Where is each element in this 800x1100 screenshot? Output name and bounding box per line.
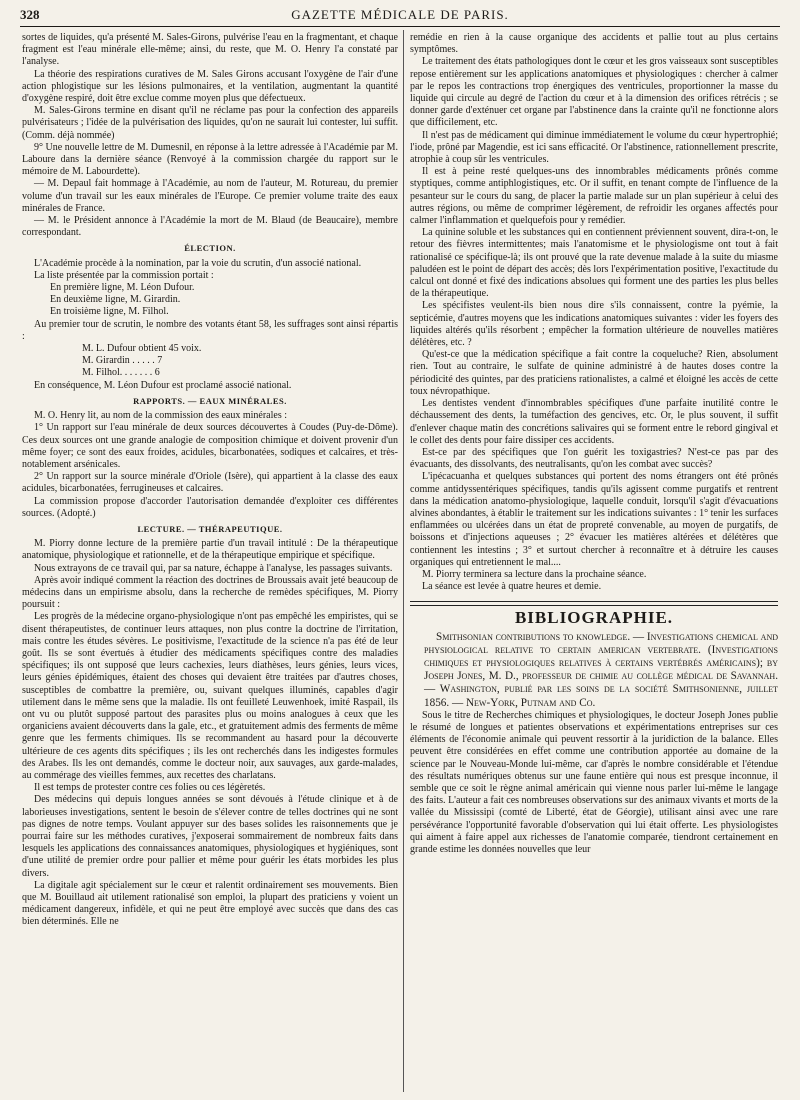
list-item: En première ligne, M. Léon Dufour. [50,282,195,294]
paragraph: — M. Depaul fait hommage à l'Académie, au nom de l'auteur, M. Rotureau, du premier volume d'un travail sur les eaux minérales de l'Europe. Ce premier volume traite des eaux minérales de France. [22,178,398,214]
paragraph: M. O. Henry lit, au nom de la commission des eaux minérales : [34,410,288,422]
paragraph: L'Académie procède à la nomination, par la voie du scrutin, d'un associé national. [34,257,362,269]
paragraph: — M. le Président annonce à l'Académie la mort de M. Blaud (de Beaucaire), membre correspondant. [22,215,398,239]
paragraph: La théorie des respirations curatives de M. Sales Girons accusant l'oxygène de l'air d'une action phlogistique sur les lésions pulmonaires, et la ventilation, augmentant la quantité d'oxygène respiré, doit être exclue comme moyen plus que défectueux. [22,68,398,105]
paragraph: Nous extrayons de ce travail qui, par sa nature, échappe à l'analyse, les passages suivants. [34,562,393,574]
paragraph: La liste présentée par la commission portait : [34,269,214,281]
paragraph: M. Sales-Girons termine en disant qu'il ne réclame pas pour la confection des appareils pulvérisateurs ; l'idée de la pulvérisation des liquides, qu'on ne saurait lui contester, lui suffit. (Comm. déjà nommée) [22,105,398,141]
paragraph: Il est à peine resté quelques-uns des innombrables médicaments prônés comme styptiques, comme antiphlogistiques, etc. Or il suffit, en tenant compte de l'influence de la pesanteur sur le cours du sang, de placer la partie malade sur un plan supérieur à celui des autres régions, ou même de comprimer légèrement, de refroidir les organes affectés pour calmer l'inflammation et quelquefois pour y remédier. [410,166,778,227]
page-number: 328 [20,7,40,22]
paragraph: Il est temps de protester contre ces folies ou ces légèretés. [34,782,266,794]
list-item: En troisième ligne, M. Filhol. [50,306,169,318]
vote-line: M. L. Dufour obtient 45 voix. [82,343,202,355]
paragraph: 2° Un rapport sur la source minérale d'Oriole (Isère), qui appartient à la classe des eaux acidules, bicarbonatées, ferrugineuses et calcaires. [22,471,398,495]
vote-line: M. Filhol. . . . . . . 6 [82,367,160,379]
paragraph: Les dentistes vendent d'innombrables spécifiques d'une parfaite inutilité contre le déchaussement des dents, la tuméfaction des gencives, etc. Or, le plus souvent, il suffit d'enlever chaque matin des concrétions salivaires qui se forment entre le rebord gingival et le collet des dents pour faire dissiper ces accidents. [410,398,778,446]
paragraph: En conséquence, M. Léon Dufour est proclamé associé national. [34,379,292,391]
paragraph: Après avoir indiqué comment la réaction des doctrines de Broussais avait jeté beaucoup de médecins dans un empirisme absolu, dans la recherche de remèdes spécifiques, M. Piorry poursuit : [22,574,398,611]
paragraph: Qu'est-ce que la médication spécifique a fait contre la coqueluche? Rien, absolument rien. Tout au contraire, le sulfate de quinine administré à de hautes doses contre la périodicité des quintes, par des praticiens rationalistes, a calmé et éloigné les accès de cette toux névropathique. [410,349,778,397]
paragraph: La commission propose d'accorder l'autorisation demandée d'exploiter ces différentes sources. (Adopté.) [22,495,398,519]
paragraph: M. Piorry terminera sa lecture dans la prochaine séance. [422,568,647,580]
paragraph: Les progrès de la médecine organo-physiologique n'ont pas empêché les empiristes, qui se disent thérapeutistes, de continuer leurs attaques, non plus contre la doctrine de l'irritation, mais contre les études sévères. Le positivisme, l'exactitude de la science n'a pas été de leur goût. Ils se sont évertués à étudier des médicaments spécifiques contre des maladies spécifiques; ils ont supposé que leurs cachexies, leurs diathèses, leurs génies, leurs vices, leurs génies épidémiques, étaient des choses qui devaient être traitées par d'autres choses, susceptibles de combattre la première, ou, suivant quelques illuminés, capables d'agir utilement dans le même sens que la maladie. Ils ont feuilleté Leuwenhoek, imité Raspail, ils ont vu ou plutôt supposé partout des parasites plus ou moins analogues à ceux que les organiciens avaient découverts dans la gale, etc., et gratuitement admis des ferments de même genre que les ferments chimiques. Ils se recommandent au hasard pour la découverte ultérieure de ces agents dits spécifiques ; ils les ont recherchés dans les indigestes formules des Arabes. Ils les ont demandés, comme le docteur noir, aux sauvages, aux garde-malades, au commérage des vieilles femmes, aux recettes des charlatans. [22,611,398,781]
section-rule [410,601,778,606]
paragraph: sortes de liquides, qu'a présenté M. Sales-Girons, pulvérise l'eau en la fragmentant, et chaque fragment est l'eau minérale elle-même; ainsi, du reste, que M. O. Henry l'a constaté par l'analyse. [22,32,398,68]
paragraph: Les spécifistes veulent-ils bien nous dire s'ils connaissent, contre la pyémie, la septicémie, d'autres moyens que les indications anatomiques suivantes : vider les foyers des liquides altérés qu'ils résorbent ; empêcher la formation ultérieure de nouvelles matières délétères, etc. ? [410,300,778,349]
bibliography-title: BIBLIOGRAPHIE. [514,608,674,628]
paragraph: Sous le titre de Recherches chimiques et physiologiques, le docteur Joseph Jones publie le résumé de longues et patientes observations et expérimentations entreprises sur ces éléments de l'économie animale qui peuvent ressortir à la juridiction de la balance. Elles peuvent être considérées en effet comme une contribution apportée au domaine de la science par le Nouveau-Monde lui-même, car d'après le nombre considérable et l'étendue des résultats numériques obtenus sur une faune entière qui nous est presque inconnue, il semble que ce soit le règne animal américain qui vienne nous parler lui-même le langage des faits. L'auteur a fait ces nombreuses observations sur des animaux vivants et morts de la vallée du Mississipi (comté de Liberté, état de Géorgie), utilisant ainsi avec une rare persévérance l'opportunité favorable d'observation qui lui était offerte. Les physiologistes qui aiment à faire appel aux richesses de l'anatomie comparée, tiendront certainement en grande estime les données nouvelles que leur [410,709,778,855]
section-heading: RAPPORTS. — EAUX MINÉRALES. [133,395,287,406]
paragraph: 1° Un rapport sur l'eau minérale de deux sources découvertes à Coudes (Puy-de-Dôme). Ces deux sources ont une grande analogie de composition chimique et doivent provenir d'un même foyer; ce sont des eaux froides, acidules, bicarbonatées, sodiques et calcaires, et très-notablement arsénicales. [22,422,398,470]
paragraph: Est-ce par des spécifiques que l'on guérit les toxigastries? N'est-ce pas par des évacuants, des dissolvants, des neutralisants, qu'on les combat avec succès? [410,446,778,471]
right-column [410,32,778,856]
bibliography-entry: Smithsonian contributions to knowledge. — Investigations chemical and physiological relative to certain american vertebrate. (Investigations chimiques et physiologiques relatives à certains vertébrés américains); by Joseph Jones, M. D., professeur de chimie au collège médical de Savannah. — Washington, publié par les soins de la société Smithsonienne, juillet 1856. — New-York, Putnam and Co. [424,630,779,709]
column-divider [403,30,404,1092]
paragraph: Des médecins qui depuis longues années se sont dévoués à l'étude clinique et à de laborieuses investigations, sentent le besoin de s'élever contre de telles doctrines qui ne sont pas dignes de notre temps. Voulant appuyer sur des bases solides les raisonnements que je pourrai faire sur les méthodes curatives, j'exposerai sommairement de nombreux faits dans lesquels les applications des connaissances anatomiques, physiologiques et hygiéniques, sont d'une utilité de premier ordre pour pallier et même pour guérir les états morbides les plus divers. [22,794,398,879]
section-heading: ÉLECTION. [184,243,236,254]
paragraph: Il n'est pas de médicament qui diminue immédiatement le volume du cœur hypertrophié; l'iode, prôné par Magendie, est ici sans efficacité. Or l'abstinence, rationnellement prescrite, atrophie à coup sûr les ventricules. [410,129,778,166]
running-header [20,6,780,27]
paragraph: Au premier tour de scrutin, le nombre des votants étant 58, les suffrages sont ainsi répartis : [22,318,398,342]
section-heading: LECTURE. — THÉRAPEUTIQUE. [137,523,283,534]
vote-line: M. Girardin . . . . . 7 [82,355,163,367]
paragraph: M. Piorry donne lecture de la première partie d'un travail intitulé : De la thérapeutique anatomique, physiologique et rationnelle, et de la thérapeutique empirique et spécifique. [22,538,398,562]
paragraph: La séance est levée à quatre heures et demie. [422,581,602,593]
paragraph: La quinine soluble et les substances qui en contiennent préviennent souvent, dira-t-on, le retour des fièvres intermittentes; mais l'anatomisme et le physiologisme ont tout à fait rationalisé ce spécifique-là; ils ont prouvé que la rate devenue malade à la suite du miasme paludéen est le point de départ des accès; dès lors l'expérimentation positive, l'exactitude du calcul ont donné et fixé des indications absolues qui forment une des parties les plus belles de la thérapeutique. [410,227,778,300]
list-item: En deuxième ligne, M. Girardin. [50,294,181,306]
paragraph: remédie en rien à la cause organique des accidents et pallie tout au plus certains symptômes. [410,32,778,56]
paragraph: Le traitement des états pathologiques dont le cœur et les gros vaisseaux sont susceptibles repose entièrement sur les applications anatomiques et physiologiques : chercher à calmer par le repos les contractions trop énergiques des ventricules, proportionner la masse du liquide qui circule au degré de l'action du cœur et à la dimension des orifices rétrécis ; se donner garde d'exténuer cet organe par l'abstinence dans la crainte qu'il ne fonctionne alors que difficilement, etc. [410,56,778,129]
paragraph: La digitale agit spécialement sur le cœur et ralentit ordinairement ses mouvements. Bien que M. Bouillaud ait utilement rationalisé son emploi, la plupart des praticiens y voient un médicament dangereux, infidèle, et qui ne peut être employé avec succès que dans des cas bien déterminés. Elle ne [22,879,398,928]
paragraph: 9° Une nouvelle lettre de M. Dumesnil, en réponse à la lettre adressée à l'Académie par M. Laboure dans la dernière séance (Renvoyé à la commission chargée du rapport sur le mémoire de M. Labourdette). [22,141,398,178]
journal-title: GAZETTE MÉDICALE DE PARIS. [291,7,509,22]
paragraph: L'ipécacuanha et quelques substances qui portent des noms étrangers ont été prônés comme antidyssentériques spécifiques, tandis qu'ils agissent comme purgatifs et rentrent dans la médication anatomo-physiologique, laquelle conduit, lorsqu'il s'agit d'évacuations alvines abondantes, à établir le traitement sur les indications suivantes : 1° tenir les surfaces enflammées ou ulcérées dans un état de propreté convenable, au moyen de purgatifs, de boissons et d'injections aqueuses ; 2° évacuer les matières altérées et délétères que contiennent les intestins ; 3° et surtout chercher à reconnaître et à détruire les causes organiques qui entretiennent le mal.... [410,471,778,568]
left-column [22,32,398,929]
